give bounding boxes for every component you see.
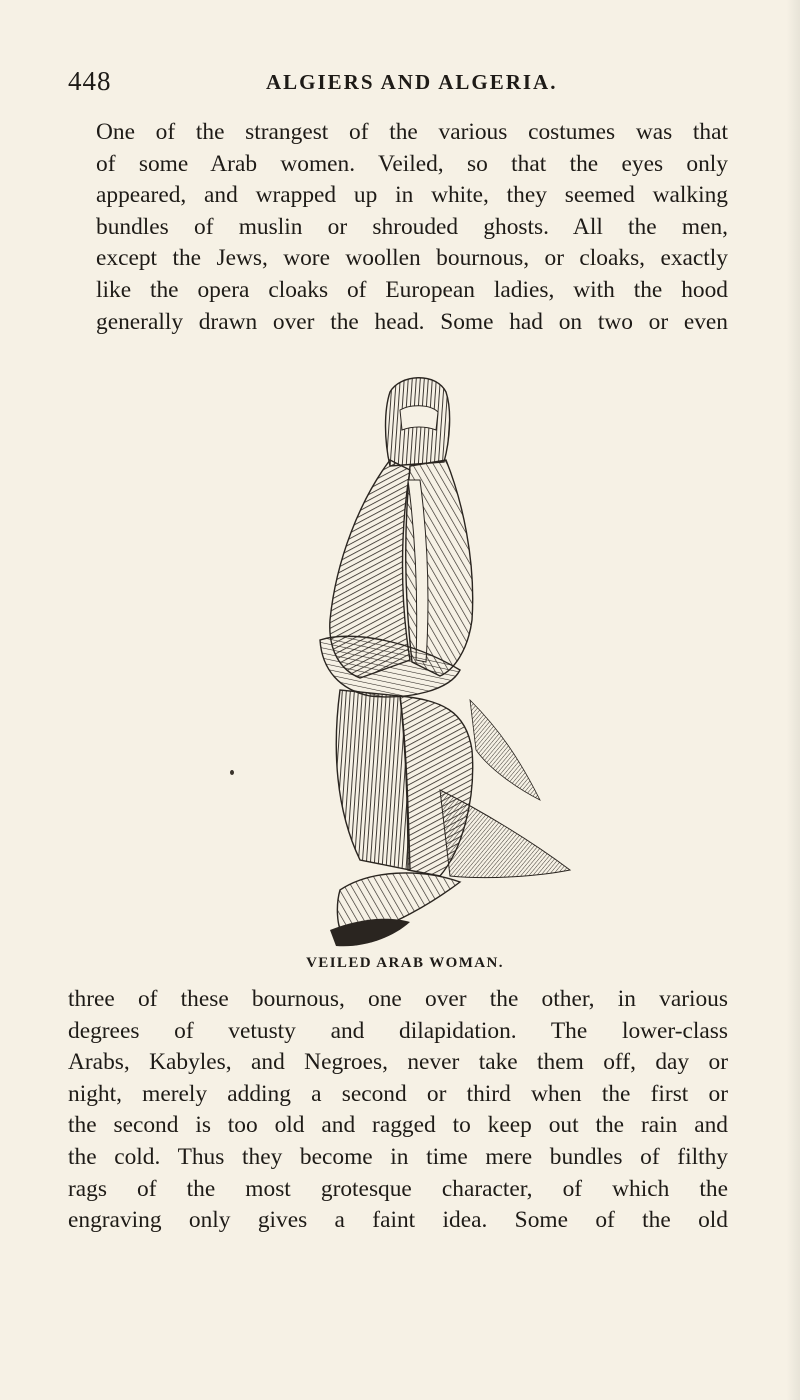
text-line: except the Jews, wore woollen bournous, or cloaks, exactly [96, 245, 728, 272]
text-line: the cold. Thus they become in time mere bundles of filthy [68, 1143, 728, 1170]
text-line: rags of the most grotesque character, of which the [68, 1175, 728, 1202]
trailing-hem-upper [470, 700, 540, 800]
text-line: engraving only gives a faint idea. Some of the old [68, 1207, 728, 1234]
text-line: like the opera cloaks of European ladies, with the hood [96, 276, 728, 303]
engraving-illustration [240, 370, 580, 950]
text-line: Arabs, Kabyles, and Negroes, never take them off, day or [68, 1049, 728, 1076]
text-line: appeared, and wrapped up in white, they seemed walking [96, 182, 728, 209]
page-edge-shadow [786, 0, 800, 1400]
paragraph-bottom [68, 984, 728, 1237]
text-line: One of the strangest of the various costumes was that [96, 119, 728, 145]
running-title: ALGIERS AND ALGERIA. [266, 70, 558, 94]
trailing-hem [440, 790, 570, 878]
engraving-veiled-woman [240, 370, 580, 950]
paragraph-top [68, 117, 728, 338]
figure-caption: VEILED ARAB WOMAN. [306, 955, 504, 971]
veil-face-opening [400, 406, 438, 430]
text-line: degrees of vetusty and dilapidation. The lower-class [68, 1017, 728, 1044]
text-line: three of these bournous, one over the other, in various [68, 986, 728, 1012]
text-line: generally drawn over the head. Some had on two or even [96, 308, 728, 335]
text-line: of some Arab women. Veiled, so that the eyes only [96, 150, 728, 177]
stray-ink-dot [230, 770, 234, 775]
text-line: night, merely adding a second or third when the first or [68, 1080, 728, 1107]
text-line: the second is too old and ragged to keep out the rain and [68, 1112, 728, 1139]
page-number: 448 [68, 66, 112, 96]
running-head [68, 66, 728, 102]
skirt-left [336, 690, 410, 870]
text-line: bundles of muslin or shrouded ghosts. All the men, [96, 213, 728, 240]
